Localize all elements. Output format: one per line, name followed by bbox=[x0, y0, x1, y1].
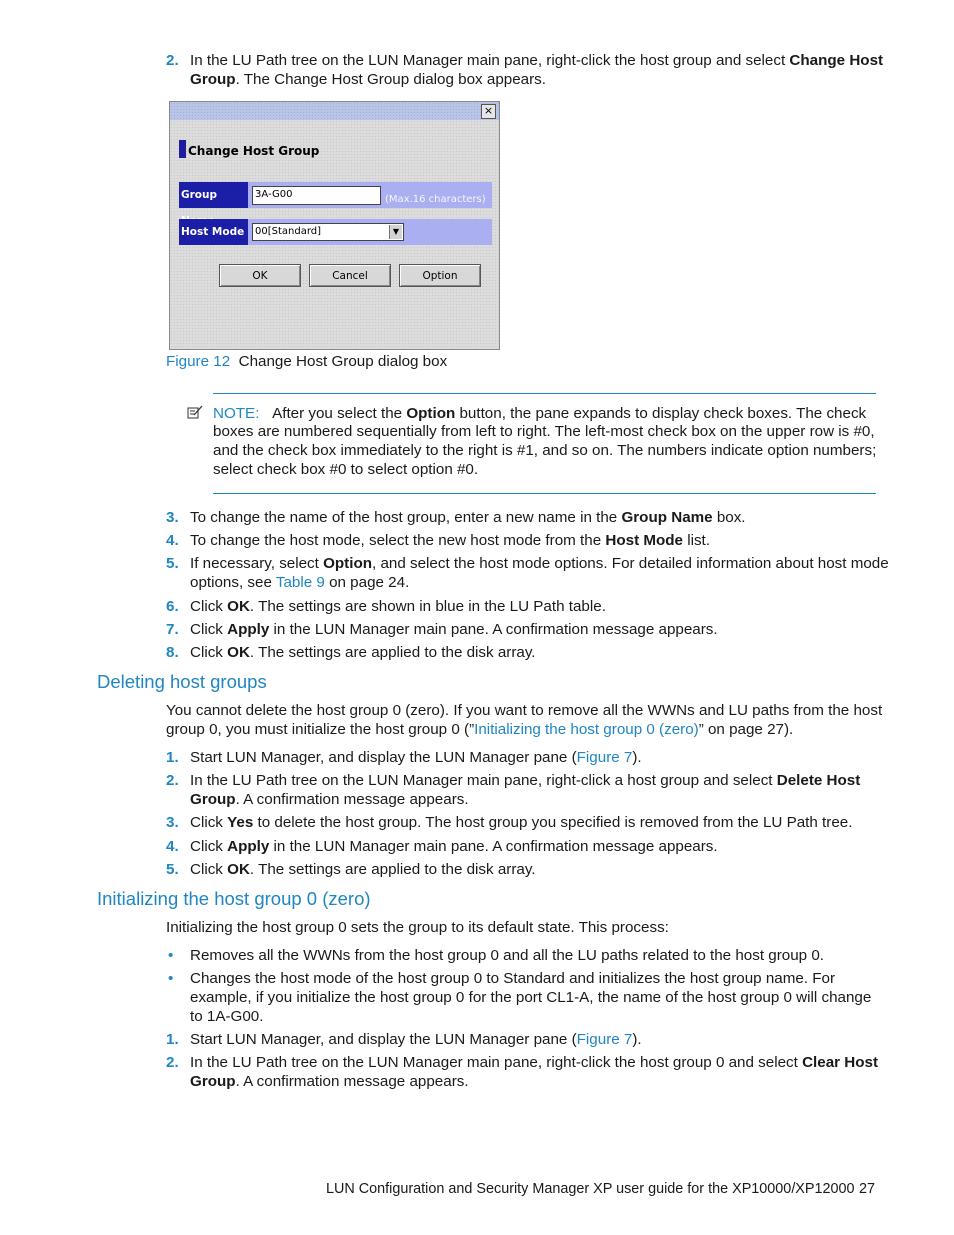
step-number: 1. bbox=[166, 1031, 179, 1048]
step-text: Click Yes to delete the host group. The host group you specified is removed from the LU Path tree. bbox=[190, 814, 853, 831]
group-name-label: Group bbox=[179, 182, 248, 208]
step-text: Click OK. The settings are applied to the disk array. bbox=[190, 861, 536, 878]
chevron-down-icon[interactable]: ▼ bbox=[389, 225, 402, 239]
step-number: 5. bbox=[166, 861, 179, 878]
step-number: 3. bbox=[166, 814, 179, 831]
step-text: If necessary, select Option, and select the host mode options. For detailed information about host mode bbox=[190, 555, 889, 572]
figure-7-link[interactable]: Figure 7 bbox=[576, 1031, 633, 1048]
group-name-input[interactable]: 3A-G00 bbox=[252, 186, 381, 205]
step-number: 2. bbox=[166, 1054, 179, 1071]
close-icon[interactable]: × bbox=[481, 104, 496, 119]
step-text: Start LUN Manager, and display the LUN Manager pane (Figure 7). bbox=[190, 1031, 642, 1048]
step-number: 7. bbox=[166, 621, 179, 638]
step-text: Click Apply in the LUN Manager main pane. A confirmation message appears. bbox=[190, 621, 718, 638]
step-number: 8. bbox=[166, 644, 179, 661]
step-text: To change the host mode, select the new host mode from the Host Mode list. bbox=[190, 532, 711, 549]
step-number: 2. bbox=[166, 772, 179, 789]
note-bottom-rule bbox=[213, 493, 876, 494]
step-text: In the LU Path tree on the LUN Manager main pane, right-click a host group and select Delete Host bbox=[190, 772, 861, 789]
step-number: 4. bbox=[166, 838, 179, 855]
page-number: 27 bbox=[859, 1181, 876, 1197]
table-9-link[interactable]: Table 9 bbox=[275, 574, 325, 591]
footer-title: LUN Configuration and Security Manager XP user guide for the XP10000/XP12000 bbox=[326, 1181, 855, 1197]
bullet-icon: • bbox=[168, 947, 174, 964]
step-number: 4. bbox=[166, 532, 179, 549]
bullet-text-continued: to 1A-G00. bbox=[190, 1008, 264, 1025]
step-number: 3. bbox=[166, 509, 179, 526]
bullet-text: Changes the host mode of the host group 0 to Standard and initializes the host group name. For bbox=[190, 970, 836, 987]
note-line-4: select check box #0 to select option #0. bbox=[213, 461, 479, 478]
note-top-rule bbox=[213, 393, 876, 394]
dialog-heading-marker bbox=[179, 140, 186, 158]
step-text: Click Apply in the LUN Manager main pane. A confirmation message appears. bbox=[190, 838, 718, 855]
step-text-continued: Group. A confirmation message appears. bbox=[190, 1073, 469, 1090]
note-icon bbox=[187, 405, 203, 419]
paragraph-line: You cannot delete the host group 0 (zero). If you want to remove all the WWNs and LU paths from the host bbox=[166, 702, 883, 719]
step-text-continued: Group. The Change Host Group dialog box appears. bbox=[190, 71, 546, 88]
step-text: To change the name of the host group, enter a new name in the Group Name box. bbox=[190, 509, 746, 526]
figure-7-link[interactable]: Figure 7 bbox=[576, 749, 633, 766]
cancel-button[interactable]: Cancel bbox=[309, 264, 391, 287]
host-mode-label: Host Mode bbox=[179, 219, 248, 245]
host-mode-select[interactable] bbox=[252, 223, 404, 241]
bullet-text: Removes all the WWNs from the host group 0 and all the LU paths related to the host group 0. bbox=[190, 947, 824, 964]
note-line-1: NOTE: After you select the Option button, the pane expands to display check boxes. The check bbox=[213, 405, 867, 422]
section-heading-deleting: Deleting host groups bbox=[97, 671, 267, 692]
ok-button[interactable]: OK bbox=[219, 264, 301, 287]
step-text: Start LUN Manager, and display the LUN Manager pane (Figure 7). bbox=[190, 749, 642, 766]
bullet-text-continued: example, if you initialize the host group 0 for the port CL1-A, the name of the host group 0 will change bbox=[190, 989, 872, 1006]
step-number: 6. bbox=[166, 598, 179, 615]
step-text: Click OK. The settings are shown in blue in the LU Path table. bbox=[190, 598, 606, 615]
bullet-icon: • bbox=[168, 970, 174, 987]
initializing-link[interactable]: Initializing the host group 0 (zero) bbox=[474, 721, 699, 738]
host-mode-value: 00[Standard] bbox=[255, 226, 322, 237]
paragraph-line: Initializing the host group 0 sets the group to its default state. This process: bbox=[166, 919, 669, 936]
step-text-continued: options, see Table 9 on page 24. bbox=[190, 574, 410, 591]
step-number: 2. bbox=[166, 52, 179, 69]
step-text-continued: Group. A confirmation message appears. bbox=[190, 791, 469, 808]
figure-caption: Figure 12 Change Host Group dialog box bbox=[166, 353, 448, 370]
dialog-titlebar bbox=[170, 102, 499, 120]
paragraph-line: group 0, you must initialize the host group 0 (”Initializing the host group 0 (zero)” on page 27). bbox=[166, 721, 794, 738]
step-number: 1. bbox=[166, 749, 179, 766]
note-line-2: boxes are numbered sequentially from left to right. The left-most check box on the upper row is #0, bbox=[213, 423, 875, 440]
step-number: 5. bbox=[166, 555, 179, 572]
step-text: In the LU Path tree on the LUN Manager main pane, right-click the host group and select Change Host bbox=[190, 52, 884, 69]
dialog-heading: Change Host Group bbox=[188, 144, 320, 158]
group-name-hint: (Max.16 characters) bbox=[385, 194, 486, 205]
step-text: In the LU Path tree on the LUN Manager main pane, right-click the host group 0 and select Clear Host bbox=[190, 1054, 879, 1071]
section-heading-initializing: Initializing the host group 0 (zero) bbox=[97, 888, 371, 909]
option-button[interactable]: Option bbox=[399, 264, 481, 287]
step-text: Click OK. The settings are applied to the disk array. bbox=[190, 644, 536, 661]
change-host-group-dialog bbox=[169, 101, 500, 350]
note-line-3: and the check box immediately to the right is #1, and so on. The numbers indicate option numbers; bbox=[213, 442, 877, 459]
